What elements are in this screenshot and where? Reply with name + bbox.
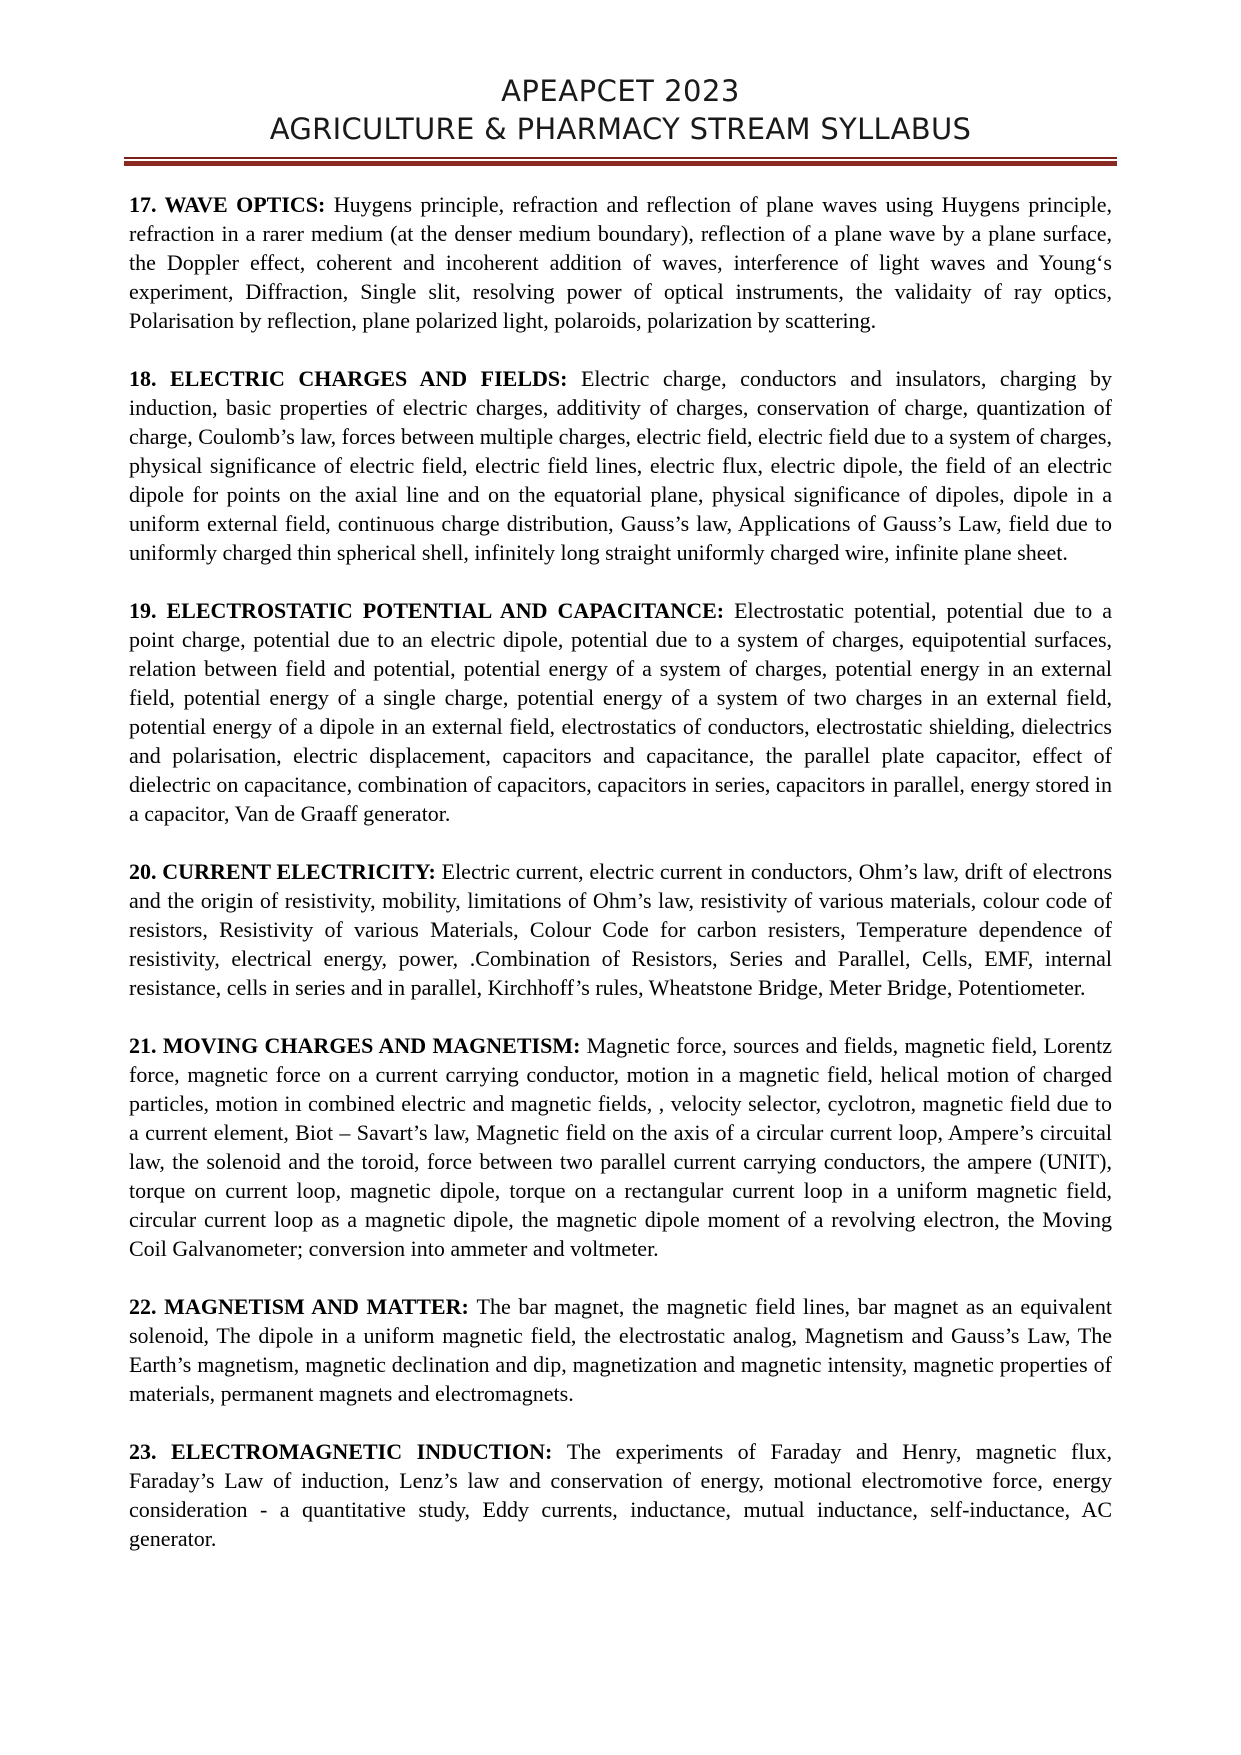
section-body: Magnetic force, sources and fields, magnetic field, Lorentz force, magnetic force on a current carrying conductor, motion in a magnetic field, helical motion of charged particles, motion in combined electric and magnetic fields, , velocity selector, cyclotron, magnetic field due to a current element, Biot – Savart’s law, Magnetic field on the axis of a circular current loop, Ampere’s circuital law, the solenoid and the toroid, force between two parallel current carrying conductors, the ampere (UNIT), torque on current loop, magnetic dipole, torque on a rectangular current loop in a uniform magnetic field, circular current loop as a magnetic dipole, the magnetic dipole moment of a revolving electron, the Moving Coil Galvanometer; conversion into ammeter and voltmeter.: [129, 1033, 1113, 1261]
section-body: Electric charge, conductors and insulators, charging by induction, basic properties of electric charges, additivity of charges, conservation of charge, quantization of charge, Coulomb’s law, forces between multiple charges, electric field, electric field due to a system of charges, physical significance of electric field, electric field lines, electric flux, electric dipole, the field of an electric dipole for points on the axial line and on the equatorial plane, physical significance of dipoles, dipole in a uniform external field, continuous charge distribution, Gauss’s law, Applications of Gauss’s Law, field due to uniformly charged thin spherical shell, infinitely long straight uniformly charged wire, infinite plane sheet.: [129, 366, 1112, 565]
page-header: [124, 72, 1117, 148]
section-body: The bar magnet, the magnetic field lines, bar magnet as an equivalent solenoid, The dipole in a uniform magnetic field, the electrostatic analog, Magnetism and Gauss’s Law, The Earth’s magnetism, magnetic declination and dip, magnetization and magnetic intensity, magnetic properties of materials, permanent magnets and electromagnets.: [129, 1294, 1112, 1406]
section-electrostatic-potential: [129, 596, 1112, 828]
section-body: Electric current, electric current in conductors, Ohm’s law, drift of electrons and the origin of resistivity, mobility, limitations of Ohm’s law, resistivity of various materials, colour code of resistors, Resistivity of various Materials, Colour Code for carbon resisters, Temperature dependence of resistivity, electrical energy, power, .Combination of Resistors, Series and Parallel, Cells, EMF, internal resistance, cells in series and in parallel, Kirchhoff’s rules, Wheatstone Bridge, Meter Bridge, Potentiometer.: [129, 859, 1112, 1000]
section-current-electricity: [129, 857, 1112, 1002]
section-heading: 22. MAGNETISM AND MATTER:: [129, 1294, 477, 1319]
section-magnetism-and-matter: [129, 1292, 1112, 1408]
header-divider-thick: [124, 161, 1117, 166]
section-heading: 23. ELECTROMAGNETIC INDUCTION:: [129, 1439, 567, 1464]
header-subtitle: AGRICULTURE & PHARMACY STREAM SYLLABUS: [269, 112, 972, 146]
header-title: APEAPCET 2023: [501, 74, 740, 108]
section-moving-charges-and-magnetism: [129, 1031, 1112, 1263]
section-heading: 19. ELECTROSTATIC POTENTIAL AND CAPACITANCE:: [129, 598, 735, 623]
section-heading: 20. CURRENT ELECTRICITY:: [129, 859, 442, 884]
section-body: The experiments of Faraday and Henry, magnetic flux, Faraday’s Law of induction, Lenz’s law and conservation of energy, motional electromotive force, energy consideration - a quantitative study, Eddy currents, inductance, mutual inductance, self-inductance, AC generator.: [129, 1439, 1112, 1551]
header-divider-thin: [124, 157, 1117, 159]
section-electric-charges-and-fields: [129, 364, 1112, 567]
section-wave-optics: [129, 190, 1112, 335]
section-body: Electrostatic potential, potential due to a point charge, potential due to an electric dipole, potential due to a system of charges, equipotential surfaces, relation between field and potential, potential energy of a system of charges, potential energy in an external field, potential energy of a single charge, potential energy of a system of two charges in an external field, potential energy of a dipole in an external field, electrostatics of conductors, electrostatic shielding, dielectrics and polarisation, electric displacement, capacitors and capacitance, the parallel plate capacitor, effect of dielectric on capacitance, combination of capacitors, capacitors in series, capacitors in parallel, energy stored in a capacitor, Van de Graaff generator.: [129, 598, 1112, 826]
syllabus-content: [129, 190, 1112, 1582]
section-heading: 21. MOVING CHARGES AND MAGNETISM:: [129, 1033, 587, 1058]
section-body: Huygens principle, refraction and reflection of plane waves using Huygens principle, refraction in a rarer medium (at the denser medium boundary), reflection of a plane wave by a plane surface, the Doppler effect, coherent and incoherent addition of waves, interference of light waves and Young‘s experiment, Diffraction, Single slit, resolving power of optical instruments, the validaity of ray optics, Polarisation by reflection, plane polarized light, polaroids, polarization by scattering.: [129, 192, 1113, 333]
section-heading: 18. ELECTRIC CHARGES AND FIELDS:: [129, 366, 581, 391]
section-heading: 17. WAVE OPTICS:: [129, 192, 334, 217]
section-electromagnetic-induction: [129, 1437, 1112, 1553]
